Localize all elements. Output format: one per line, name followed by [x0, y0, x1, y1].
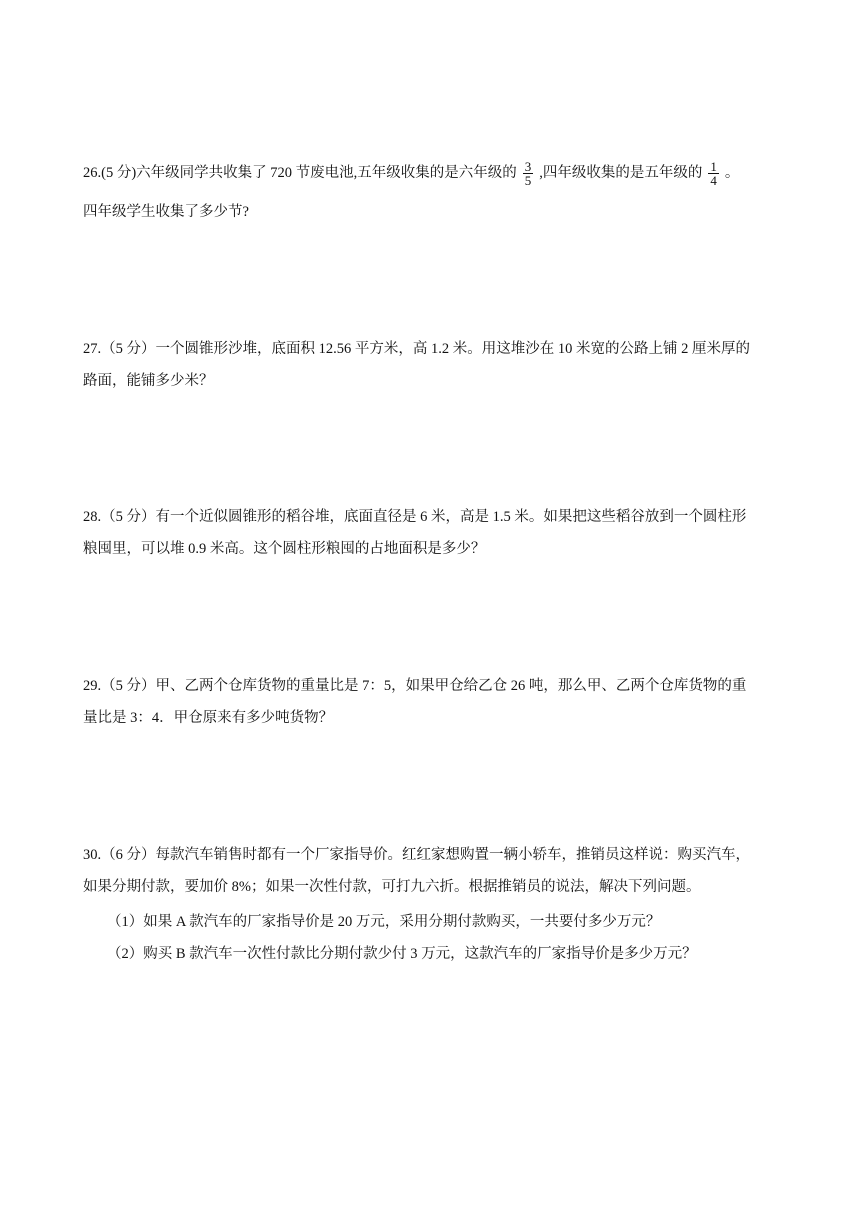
question-30-subquestion-2: （2）购买 B 款汽车一次性付款比分期付款少付 3 万元，这款汽车的厂家指导价是多少万元？	[107, 946, 697, 962]
fraction-denominator: 4	[710, 173, 717, 188]
question-30-text: 每款汽车销售时都有一个厂家指导价。红红家想购置一辆小轿车，推销员这样说：购买汽车，	[155, 847, 750, 863]
fraction-three-fifths	[523, 160, 534, 187]
question-28-text: 有一个近似圆锥形的稻谷堆，底面直径是 6 米，高是 1.5 米。如果把这些稻谷放到一个圆柱形	[155, 509, 747, 525]
question-26-line-1	[83, 160, 739, 187]
question-27-line-2: 路面，能铺多少米？	[83, 373, 214, 389]
question-30-line-2: 如果分期付款，要加价 8%；如果一次性付款，可打九六折。根据推销员的说法，解决下列问题。	[83, 879, 701, 895]
question-29-score: （5 分）	[101, 678, 156, 694]
question-28-number: 28.	[83, 509, 102, 525]
question-26-text-c: 。	[724, 164, 740, 181]
fraction-denominator: 5	[524, 173, 532, 188]
question-27-line-1	[83, 338, 750, 360]
question-26-text-a: 六年级同学共收集了 720 节废电池,五年级收集的是六年级的	[136, 164, 517, 181]
question-26-score: (5 分)	[101, 164, 137, 181]
question-27-text: 一个圆锥形沙堆，底面积 12.56 平方米，高 1.2 米。用这堆沙在 10 米宽的公路上铺 2 厘米厚的	[155, 341, 750, 357]
question-28-line-2: 粮囤里，可以堆 0.9 米高。这个圆柱形粮囤的占地面积是多少？	[83, 541, 486, 557]
fraction-numerator: 1	[710, 159, 717, 174]
question-29-number: 29.	[83, 678, 102, 694]
fraction-one-quarter	[708, 160, 719, 187]
question-29-text: 甲、乙两个仓库货物的重量比是 7：5，如果甲仓给乙仓 26 吨，那么甲、乙两个仓库货物的重	[155, 678, 747, 694]
question-30-score: （6 分）	[101, 847, 156, 863]
question-28-score: （5 分）	[101, 509, 156, 525]
question-29-line-2: 量比是 3：4．甲仓原来有多少吨货物？	[83, 710, 334, 726]
question-28-line-1	[83, 506, 746, 528]
question-30-number: 30.	[83, 847, 102, 863]
question-26-number: 26.	[83, 164, 102, 181]
question-26-text-b: ,四年级收集的是五年级的	[539, 164, 703, 181]
fraction-numerator: 3	[524, 159, 532, 174]
question-27-number: 27.	[83, 341, 102, 357]
question-30-line-1	[83, 844, 750, 866]
question-30-subquestion-1: （1）如果 A 款汽车的厂家指导价是 20 万元，采用分期付款购买，一共要付多少万元？	[107, 914, 661, 930]
question-27-score: （5 分）	[101, 341, 156, 357]
question-29-line-1	[83, 675, 746, 697]
question-26-line-2: 四年级学生收集了多少节?	[83, 204, 249, 220]
